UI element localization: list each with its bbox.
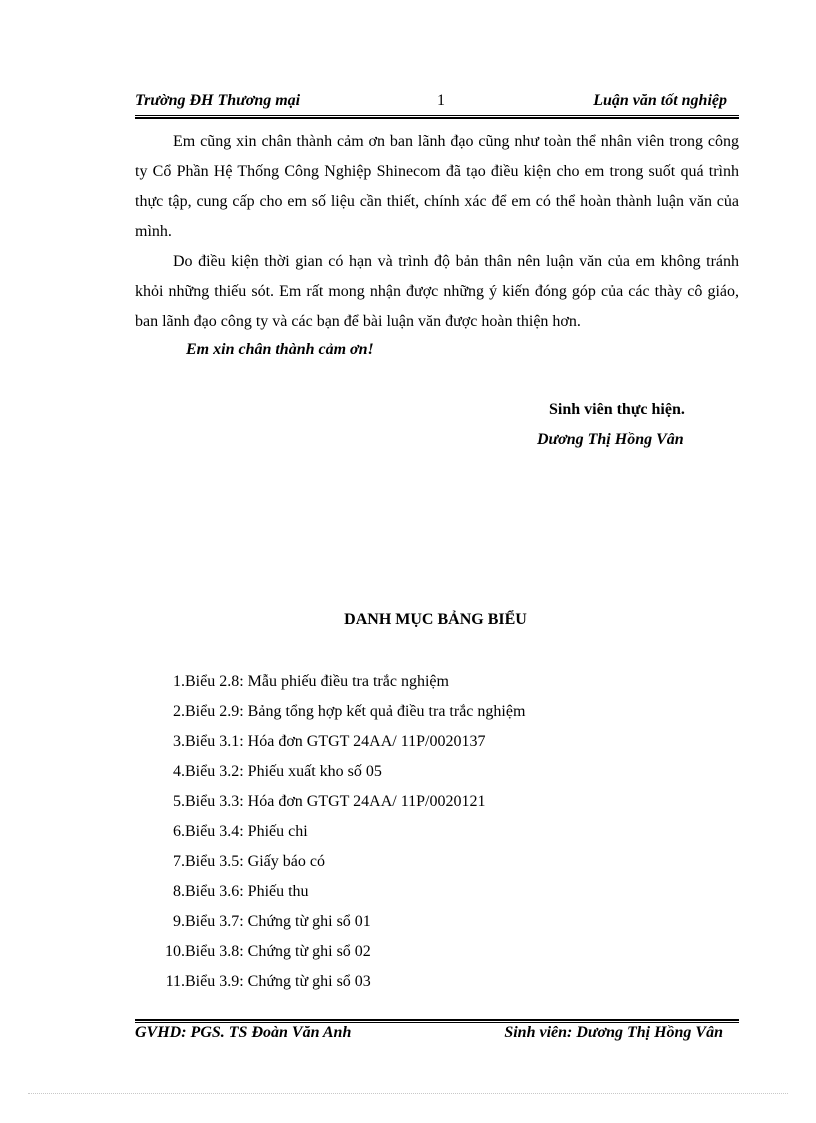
footer-divider — [135, 1019, 739, 1023]
list-item-text: Biểu 3.7: Chứng từ ghi sổ 01 — [185, 913, 371, 930]
list-item — [155, 667, 715, 697]
list-item-number: 6. — [173, 823, 185, 840]
signature-name: Dương Thị Hồng Vân — [537, 431, 684, 448]
footer-student: Sinh viên: Dương Thị Hồng Vân — [504, 1024, 723, 1041]
list-item — [155, 847, 715, 877]
list-item-number: 7. — [173, 853, 185, 870]
list-item-text: Biểu 3.3: Hóa đơn GTGT 24AA/ 11P/0020121 — [185, 793, 486, 810]
list-item-number: 10. — [165, 943, 185, 960]
list-of-tables — [155, 667, 715, 997]
list-item — [155, 937, 715, 967]
list-item-text: Biểu 3.8: Chứng từ ghi sổ 02 — [185, 943, 371, 960]
list-item — [155, 787, 715, 817]
footer-advisor: GVHD: PGS. TS Đoàn Văn Anh — [135, 1024, 352, 1041]
header-divider — [135, 115, 739, 119]
list-item — [155, 817, 715, 847]
list-item — [155, 697, 715, 727]
list-item — [155, 967, 715, 997]
list-item-text: Biểu 3.6: Phiếu thu — [185, 883, 309, 900]
page-bottom-border — [28, 1093, 788, 1094]
list-item — [155, 907, 715, 937]
acknowledgement-paragraph-2: Do điều kiện thời gian có hạn và trình độ bản thân nên luận văn của em không tránh khỏi những thiếu sót. Em rất mong nhận được những ý kiến đóng góp của các thày cô giáo, ban lãnh đạo công ty và các bạn để bài luận văn được hoàn thiện hơn. — [135, 253, 739, 330]
list-item-text: Biểu 3.4: Phiếu chi — [185, 823, 308, 840]
list-item-text: Biểu 3.1: Hóa đơn GTGT 24AA/ 11P/0020137 — [185, 733, 486, 750]
thanks-line: Em xin chân thành cảm ơn! — [186, 341, 374, 358]
signature-title: Sinh viên thực hiện. — [549, 401, 685, 418]
list-item-number: 3. — [173, 733, 185, 750]
list-item — [155, 877, 715, 907]
list-item-text: Biểu 2.9: Bảng tổng hợp kết quả điều tra trắc nghiệm — [185, 703, 526, 720]
list-item-text: Biểu 3.2: Phiếu xuất kho số 05 — [185, 763, 382, 780]
list-item-number: 4. — [173, 763, 185, 780]
list-item-text: Biểu 2.8: Mẫu phiếu điều tra trắc nghiệm — [185, 673, 449, 690]
header-university: Trường ĐH Thương mại — [135, 92, 301, 109]
acknowledgement-paragraph-1: Em cũng xin chân thành cảm ơn ban lãnh đạo cũng như toàn thể nhân viên trong công ty Cổ Phần Hệ Thống Công Nghiệp Shinecom đã tạo điều kiện cho em trong suốt quá trình thực tập, cung cấp cho em số liệu cần thiết, chính xác để em có thể hoàn thành luận văn của mình. — [135, 133, 739, 240]
list-item-number: 1. — [173, 673, 185, 690]
page-footer — [135, 1024, 739, 1046]
list-item-number: 9. — [173, 913, 185, 930]
list-item-number: 11. — [165, 973, 185, 990]
list-item-number: 2. — [173, 703, 185, 720]
header-page-number: 1 — [437, 92, 445, 109]
list-item-text: Biểu 3.5: Giấy báo có — [185, 853, 325, 870]
list-item-number: 5. — [173, 793, 185, 810]
list-item — [155, 727, 715, 757]
list-of-tables-heading: DANH MỤC BẢNG BIỂU — [344, 611, 527, 628]
page-header — [135, 92, 739, 114]
list-item-number: 8. — [173, 883, 185, 900]
header-thesis-label: Luận văn tốt nghiệp — [593, 92, 727, 109]
list-item-text: Biểu 3.9: Chứng từ ghi sổ 03 — [185, 973, 371, 990]
list-item — [155, 757, 715, 787]
